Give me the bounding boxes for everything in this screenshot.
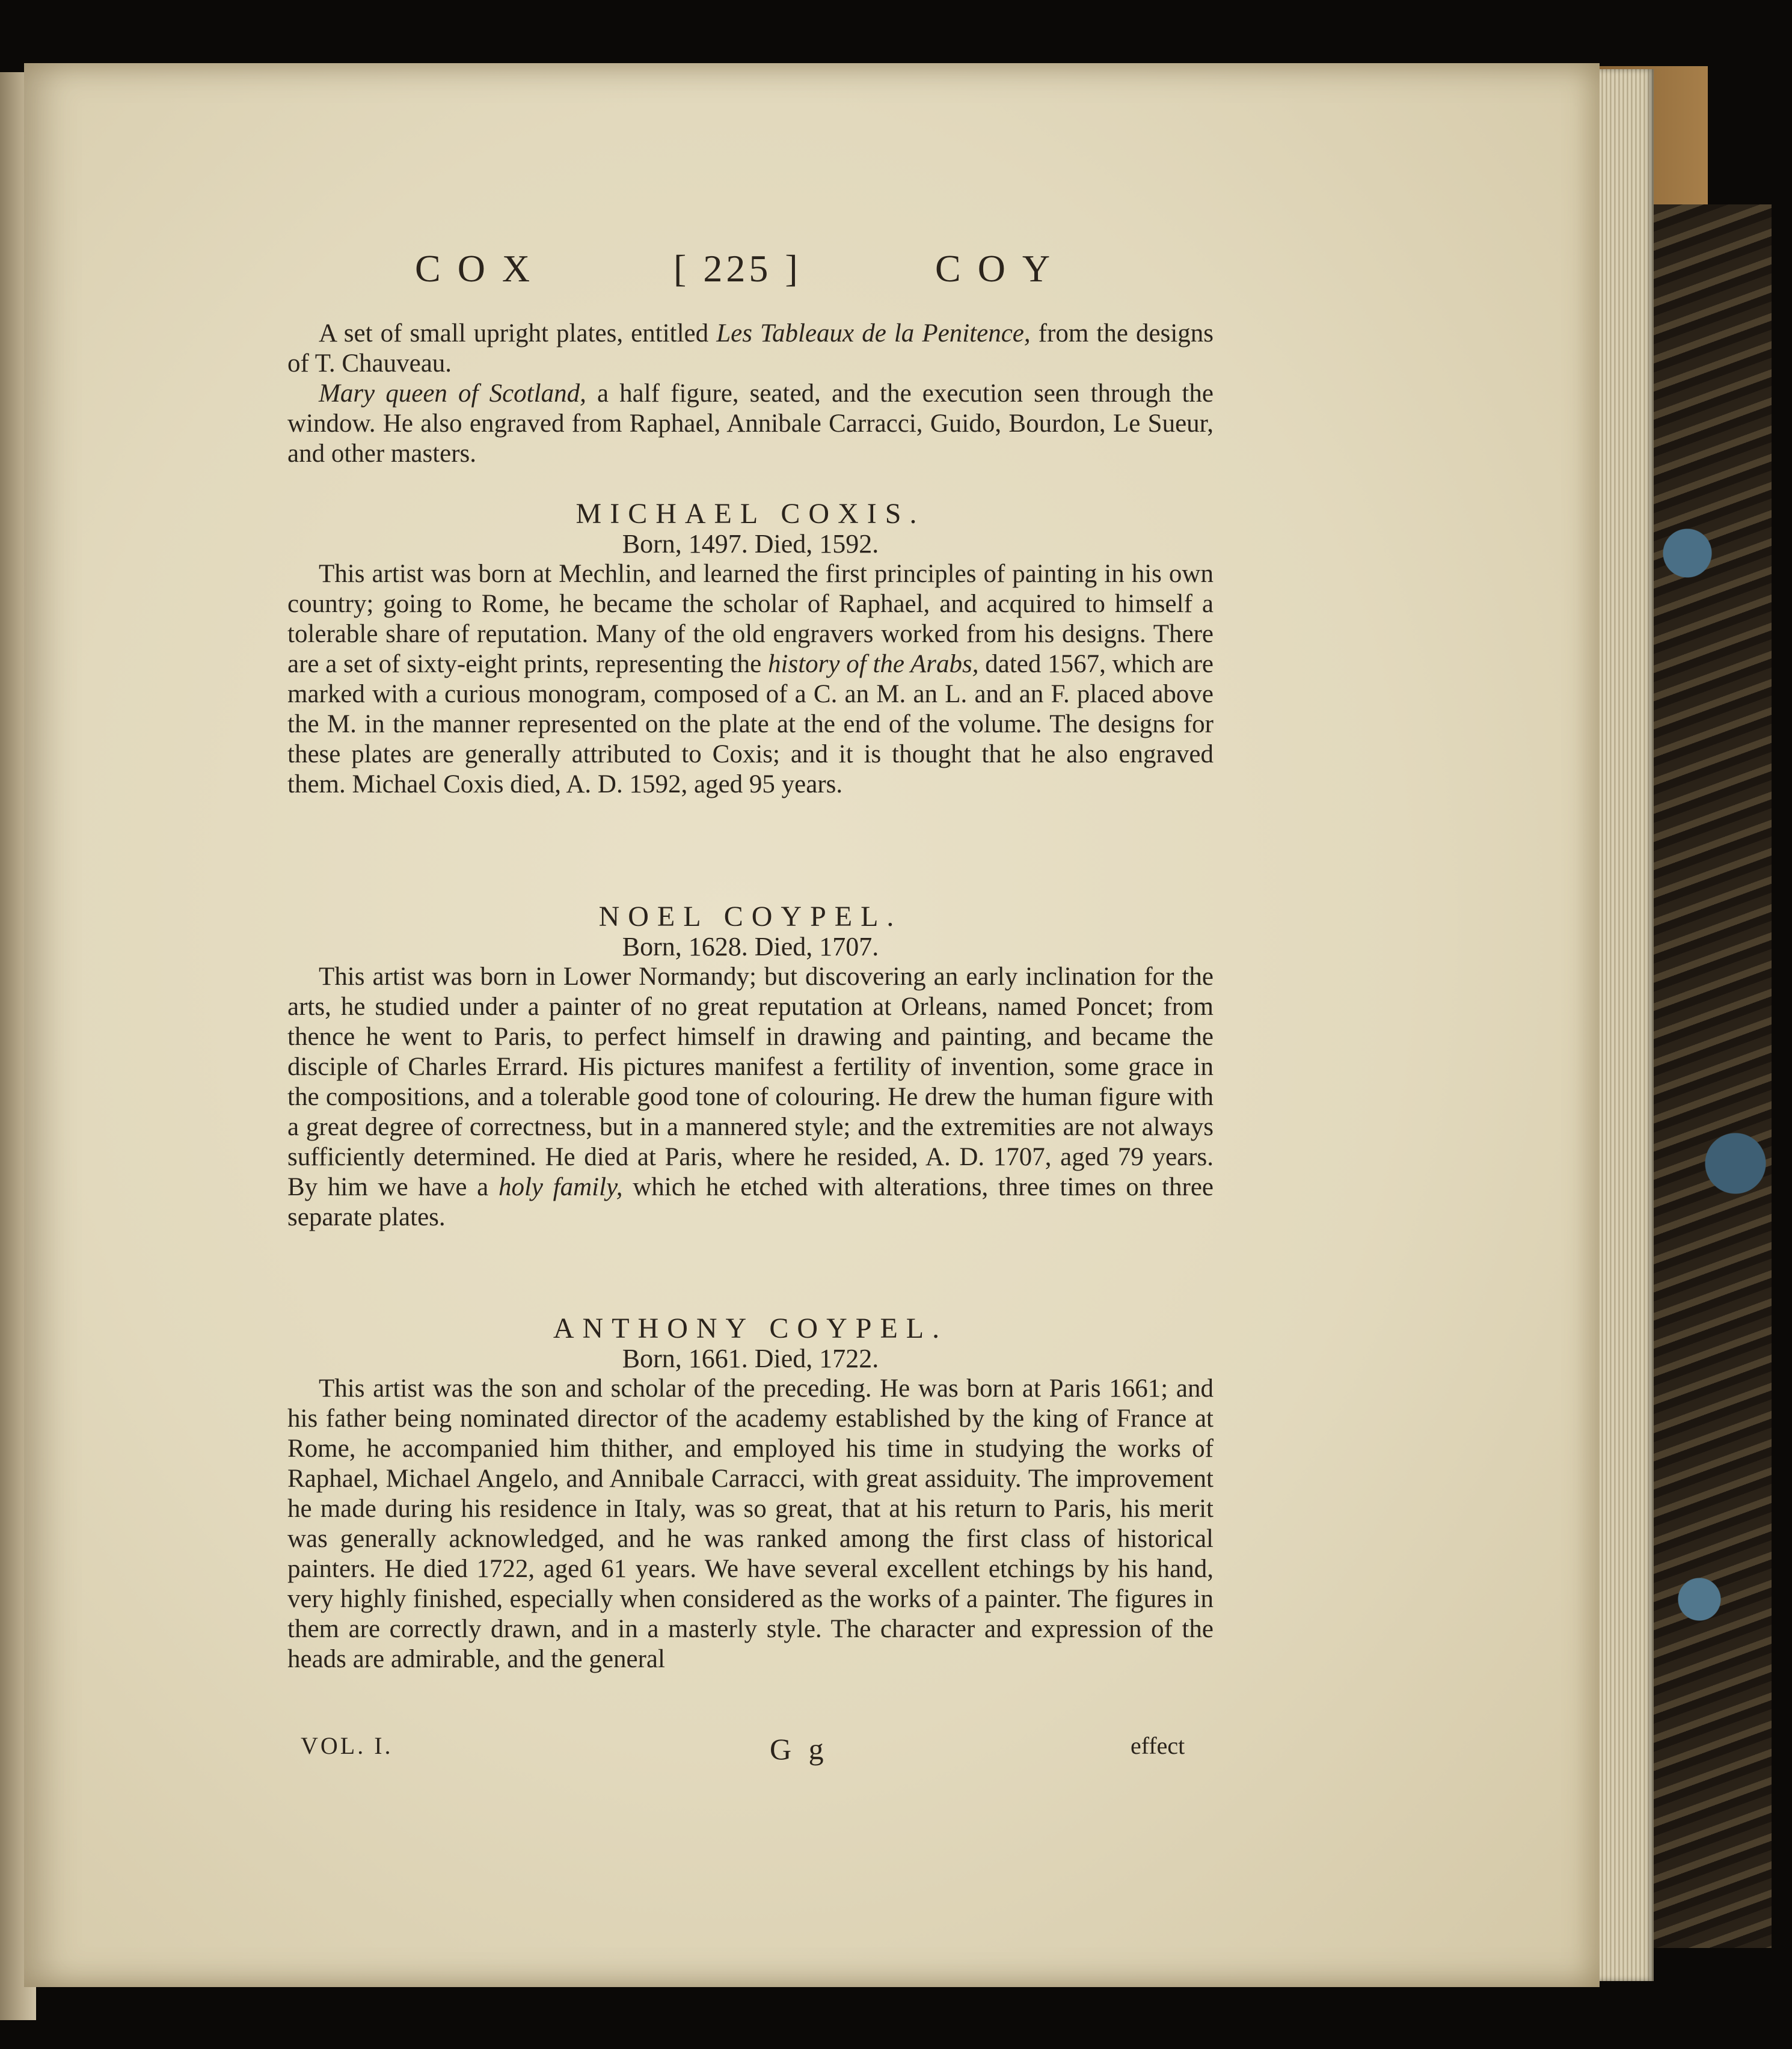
section-dates: Born, 1497. Died, 1592. xyxy=(622,529,879,559)
section-heading: ANTHONY COYPEL. xyxy=(553,1312,948,1344)
marbled-board xyxy=(1648,204,1772,1948)
volume-label: VOL. I. xyxy=(301,1732,393,1759)
intro-paragraph-1: A set of small upright plates, entitled Les Tableaux de la Penitence, from the designs of T. Chauveau. xyxy=(287,319,1214,378)
section-heading: MICHAEL COXIS. xyxy=(575,498,925,530)
section-text: This artist was born in Lower Normandy; but discovering an early inclination for the arts, he studied under a painter of no great reputation at Orleans, named Poncet; from thence he went to Paris, to perfect himself in drawing and painting, and became the disciple of Charles Errard. His pictures manifest a fertility of invention, some grace in the compositions, and a tolerable good tone of colouring. He drew the human figure with a great degree of correctness, but in a mannered style; and the extremities are not always sufficiently determined. He died at Paris, where he resided, A. D. 1707, aged 79 years. By him we have a holy family, which he etched with alterations, three times on three separate plates. xyxy=(287,963,1214,1231)
intro-block xyxy=(287,319,1214,469)
running-head-right: COY xyxy=(935,247,1067,290)
section-dates: Born, 1661. Died, 1722. xyxy=(622,1344,879,1373)
page-footer xyxy=(0,1732,1792,1768)
section-dates: Born, 1628. Died, 1707. xyxy=(622,932,879,961)
section-text: This artist was the son and scholar of the preceding. He was born at Paris 1661; and his father being nominated director of the academy established by the king of France at Rome, he accompanied him thither, and employed his time in studying the works of Raphael, Michael Angelo, and Annibale Carracci, with great assiduity. The improvement he made during his residence in Italy, was so great, that at his return to Paris, his merit was generally acknowledged, and he was ranked among the first class of historical painters. He died 1722, aged 61 years. We have several excellent etchings by his hand, very highly finished, especially when considered as the works of a painter. The figures in them are correctly drawn, and in a masterly style. The character and expression of the heads are admirable, and the general xyxy=(287,1374,1214,1673)
running-head-left: COX xyxy=(415,247,547,290)
section-text: This artist was born at Mechlin, and learned the first principles of painting in his own country; going to Rome, he became the scholar of Raphael, and acquired to himself a tolerable share of reputation. Many of the old engravers worked from his designs. There are a set of sixty-eight prints, representing the history of the Arabs, dated 1567, which are marked with a curious monogram, composed of a C. an M. an L. and an F. placed above the M. in the manner represented on the plate at the end of the volume. The designs for these plates are generally attributed to Coxis; and it is thought that he also engraved them. Michael Coxis died, A. D. 1592, aged 95 years. xyxy=(287,560,1214,798)
section-heading: NOEL COYPEL. xyxy=(598,901,903,933)
catchword: effect xyxy=(1131,1732,1185,1759)
signature-mark: G g xyxy=(770,1732,829,1766)
running-head xyxy=(0,247,1792,301)
page-number: [ 225 ] xyxy=(674,247,802,290)
intro-paragraph-2: Mary queen of Scotland, a half figure, seated, and the execution seen through the window. He also engraved from Raphael, Annibale Carracci, Guido, Bourdon, Le Sueur, and other masters. xyxy=(287,379,1214,468)
section-anthony-coypel xyxy=(287,1314,1214,1674)
section-michael-coxis xyxy=(287,499,1214,800)
section-noel-coypel xyxy=(287,902,1214,1233)
